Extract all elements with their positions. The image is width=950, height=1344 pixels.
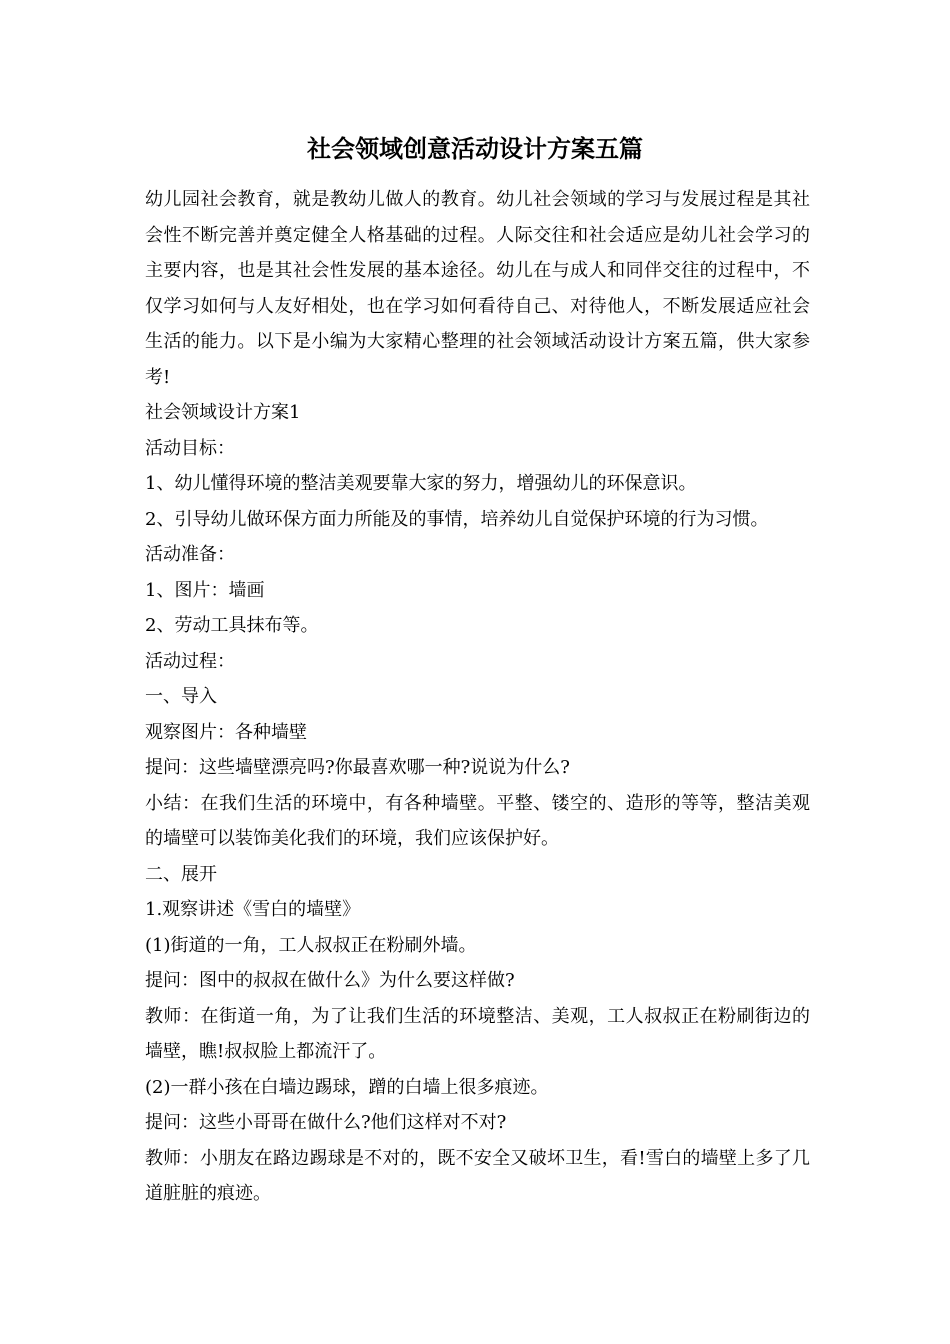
document-title: 社会领域创意活动设计方案五篇 [307,134,643,163]
preparation-item: 2、劳动工具抹布等。 [145,615,319,636]
intro-paragraph: 幼儿园社会教育，就是教幼儿做人的教育。幼儿社会领域的学习与发展过程是其社会性不断完善并奠定健全人格基础的过程。人际交往和社会适应是幼儿社会学习的主要内容，也是其社会性发展的基本途径。幼儿在与成人和同伴交往的过程中，不仅学习如何与人友好相处，也在学习如何看待自己、对待他人，不断发展适应社会生活的能力。以下是小编为大家精心整理的社会领域活动设计方案五篇，供大家参考! [145,189,810,388]
document-body [145,182,810,1212]
goal-item: 1、幼儿懂得环境的整洁美观要靠大家的努力，增强幼儿的环保意识。 [145,473,697,494]
preparation-item: 1、图片：墙画 [145,579,265,601]
section-heading-preparation: 活动准备： [145,544,235,565]
body-paragraph: 教师：在街道一角，为了让我们生活的环境整洁、美观，工人叔叔正在粉刷街边的墙壁，瞧!叔叔脸上都流汗了。 [145,1005,810,1062]
goal-item: 2、引导幼儿做环保方面力所能及的事情，培养幼儿自觉保护环境的行为习惯。 [145,508,769,530]
body-paragraph: 提问：图中的叔叔在做什么》为什么要这样做? [145,970,515,991]
step-heading: 二、展开 [145,863,217,885]
body-paragraph: (2)一群小孩在白墙边踢球，蹭的白墙上很多痕迹。 [145,1076,549,1098]
step-heading: 一、导入 [145,686,217,707]
body-paragraph: 小结：在我们生活的环境中，有各种墙壁。平整、镂空的、造形的等等，整洁美观的墙壁可以装饰美化我们的环境，我们应该保护好。 [145,792,810,849]
plan-heading: 社会领域设计方案1 [145,402,301,423]
body-paragraph: (1)街道的一角，工人叔叔正在粉刷外墙。 [145,934,477,956]
body-paragraph: 提问：这些墙壁漂亮吗?你最喜欢哪一种?说说为什么? [145,757,570,778]
section-heading-process: 活动过程： [145,650,235,672]
body-paragraph: 教师：小朋友在路边踢球是不对的，既不安全又破坏卫生，看!雪白的墙壁上多了几道脏脏的痕迹。 [145,1147,810,1204]
body-paragraph: 观察图片：各种墙壁 [145,721,307,743]
body-paragraph: 1.观察讲述《雪白的墙壁》 [145,899,361,920]
body-paragraph: 提问：这些小哥哥在做什么?他们这样对不对? [145,1112,507,1133]
section-heading-goals: 活动目标： [145,437,235,459]
